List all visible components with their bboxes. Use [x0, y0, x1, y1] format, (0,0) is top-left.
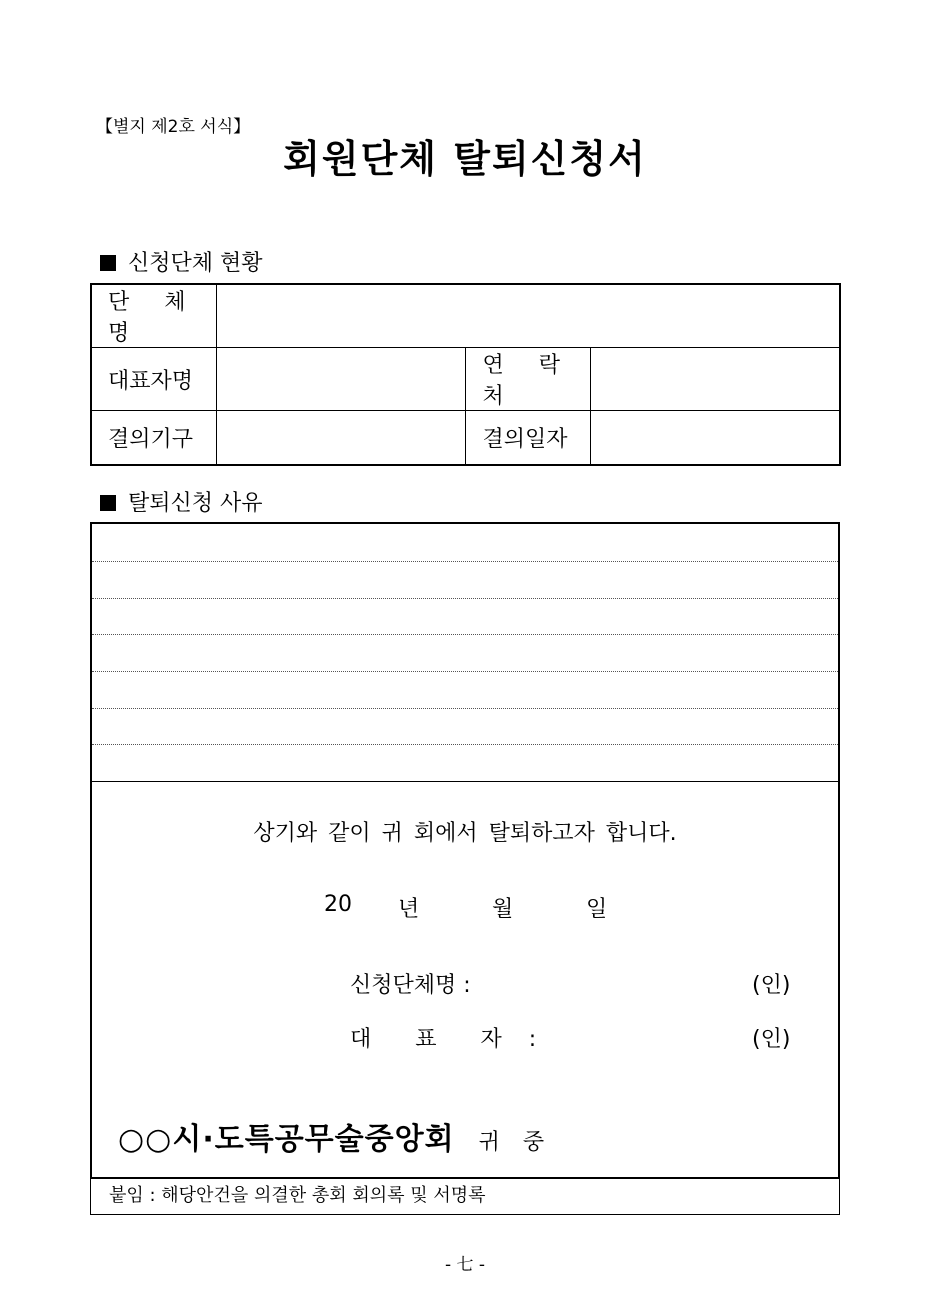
- section-heading-status: [100, 246, 263, 277]
- applicant-name-label: 신청단체명 :: [350, 973, 471, 998]
- application-box: [90, 522, 840, 1179]
- square-bullet-icon: [100, 495, 116, 511]
- seal-mark: (인): [752, 973, 791, 998]
- resolution-body-field[interactable]: [217, 411, 466, 465]
- representative-sign-label: 대 표 자 :: [350, 1027, 547, 1052]
- year-unit: 년: [398, 897, 420, 922]
- month-unit: 월: [492, 897, 514, 922]
- section-heading-status-text: 신청단체 현황: [128, 251, 263, 276]
- dotted-line: [92, 744, 838, 745]
- org-name-field[interactable]: [217, 284, 840, 348]
- dotted-line: [92, 671, 838, 672]
- recipient-name: ○○시·도특공무술중앙회: [118, 1122, 455, 1157]
- section-heading-reason: [100, 486, 263, 517]
- table-row: [91, 284, 840, 348]
- reason-writing-area[interactable]: [92, 524, 838, 782]
- representative-field[interactable]: [217, 348, 466, 411]
- recipient: [118, 1114, 552, 1158]
- day-unit: 일: [586, 897, 608, 922]
- contact-field[interactable]: [591, 348, 840, 411]
- year-prefix: 20: [324, 892, 352, 917]
- resolution-date-label: 결의일자: [466, 411, 591, 465]
- dotted-line: [92, 634, 838, 635]
- dotted-line: [92, 708, 838, 709]
- status-table: [90, 283, 841, 466]
- page-number: - 七 -: [444, 1255, 486, 1275]
- seal-mark: (인): [752, 1027, 791, 1052]
- resolution-date-field[interactable]: [591, 411, 840, 465]
- form-tag: 【별지 제2호 서식】: [96, 117, 251, 137]
- pledge-statement: 상기와 같이 귀 회에서 탈퇴하고자 합니다.: [253, 821, 677, 846]
- document-title: 회원단체 탈퇴신청서: [283, 137, 647, 181]
- contact-label: 연 락 처: [466, 348, 591, 411]
- resolution-body-label: 결의기구: [91, 411, 217, 465]
- square-bullet-icon: [100, 255, 116, 271]
- section-heading-reason-text: 탈퇴신청 사유: [128, 491, 263, 516]
- attachment-note: 붙임 : 해당안건을 의결한 총회 회의록 및 서명록: [90, 1179, 840, 1215]
- honorific: 귀 중: [478, 1130, 553, 1155]
- dotted-line: [92, 598, 838, 599]
- org-name-label: 단 체 명: [91, 284, 217, 348]
- representative-label: 대표자명: [91, 348, 217, 411]
- table-row: [91, 348, 840, 411]
- dotted-line: [92, 561, 838, 562]
- table-row: [91, 411, 840, 465]
